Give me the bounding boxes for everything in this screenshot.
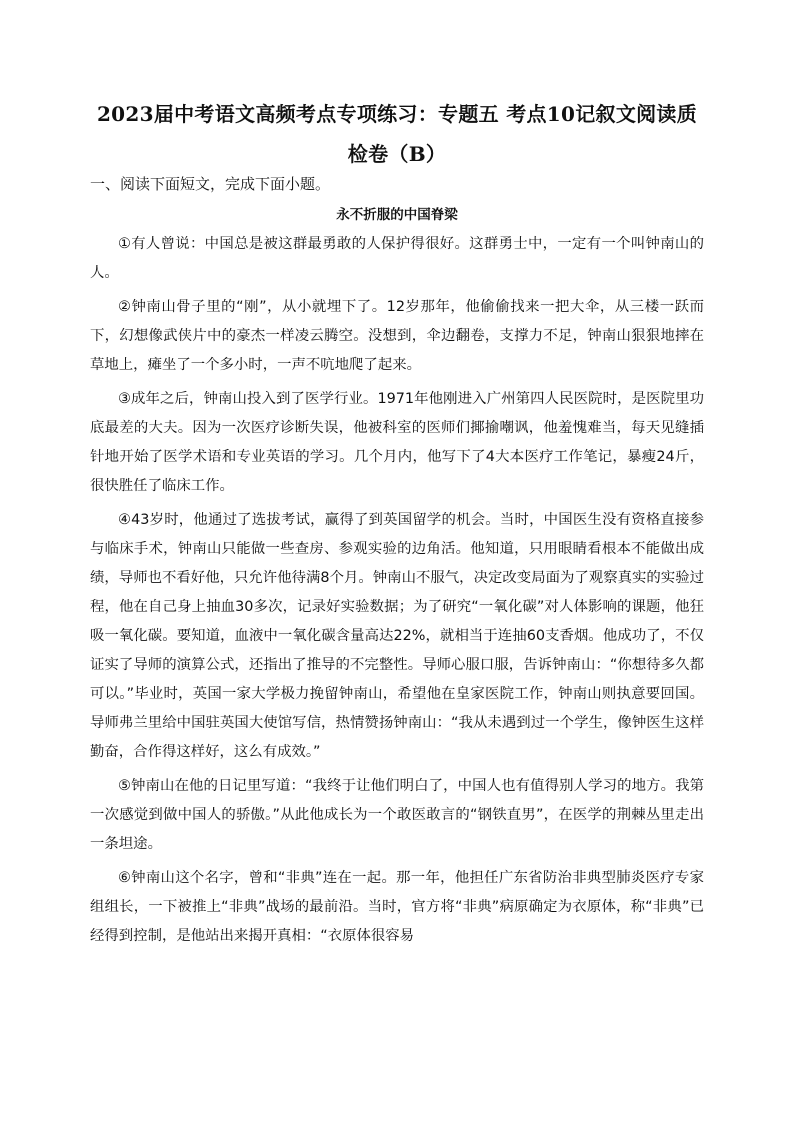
article-body [90, 230, 704, 956]
paragraph-2: ②钟南山骨子里的“刚”，从小就埋下了。12岁那年，他偷偷找来一把大伞，从三楼一跃而下，幻想像武侠片中的豪杰一样凌云腾空。没想到，伞边翻卷，支撑力不足，钟南山狠狠地摔在草地上，瘫坐了一个多小时，一声不吭地爬了起来。 [90, 299, 704, 373]
article-title: 永不折服的中国脊梁 [336, 207, 458, 223]
paragraph-1: ①有人曾说：中国总是被这群最勇敢的人保护得很好。这群勇士中，一定有一个叫钟南山的人。 [90, 236, 704, 281]
paragraph-4: ④43岁时，他通过了选拔考试，赢得了到英国留学的机会。当时，中国医生没有资格直接参与临床手术，钟南山只能做一些查房、参观实验的边角活。他知道，只用眼睛看根本不能做出成绩，导师也不看好他，只允许他待满8个月。钟南山不服气，决定改变局面为了观察真实的实验过程，他在自己身上抽血30多次，记录好实验数据；为了研究“一氧化碳”对人体影响的课题，他狂吸一氧化碳。要知道，血液中一氧化碳含量高达22%，就相当于连抽60支香烟。他成功了，不仅证实了导师的演算公式，还指出了推导的不完整性。导师心服口服，告诉钟南山：“你想待多久都可以。”毕业时，英国一家大学极力挽留钟南山，希望他在皇家医院工作，钟南山则执意要回国。导师弗兰里给中国驻英国大使馆写信，热情赞扬钟南山：“我从未遇到过一个学生，像钟医生这样勤奋，合作得这样好，这么有成效。” [90, 512, 704, 760]
document-title: 2023届中考语文高频考点专项练习：专题五 考点10记叙文阅读质检卷（B） [96, 102, 698, 166]
section-instruction: 一、阅读下面短文，完成下面小题。 [90, 175, 331, 193]
paragraph-5: ⑤钟南山在他的日记里写道：“我终于让他们明白了，中国人也有值得别人学习的地方。我第一次感觉到做中国人的骄傲。”从此他成长为一个敢医敢言的“钢铁直男”，在医学的荆棘丛里走出一条坦途。 [90, 778, 704, 852]
paragraph-3: ③成年之后，钟南山投入到了医学行业。1971年他刚进入广州第四人民医院时，是医院里功底最差的大夫。因为一次医疗诊断失误，他被科室的医师们揶揄嘲讽，他羞愧难当，每天见缝插针地开始了医学术语和专业英语的学习。几个月内，他写下了4大本医疗工作笔记，暴瘦24斤，很快胜任了临床工作。 [90, 391, 704, 494]
paragraph-6: ⑥钟南山这个名字，曾和“非典”连在一起。那一年，他担任广东省防治非典型肺炎医疗专家组组长，一下被推上“非典”战场的最前沿。当时，官方将“非典”病原确定为衣原体，称“非典”已经得到控制，是他站出来揭开真相：“衣原体很容易 [90, 870, 704, 944]
